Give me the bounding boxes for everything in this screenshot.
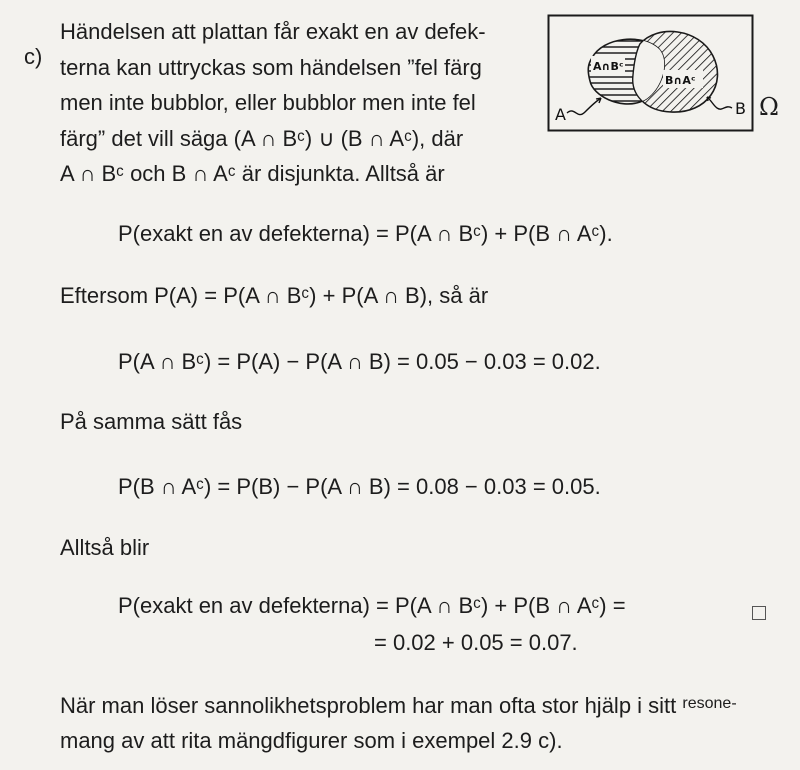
label-b-region: B∩Aᶜ	[665, 74, 696, 87]
arrow-b-icon	[707, 97, 732, 109]
omega-label: Ω	[759, 93, 779, 121]
equation-2: P(A ∩ Bᶜ) = P(A) − P(A ∩ B) = 0.05 − 0.03 = 0.02.	[118, 349, 601, 374]
thus-text: Alltså blir	[60, 535, 150, 560]
closing-line-1-end: resone-	[682, 695, 737, 712]
venn-diagram-svg	[547, 14, 754, 132]
equation-4a: P(exakt en av defekterna) = P(A ∩ Bᶜ) + P(B ∩ Aᶜ) =	[118, 593, 626, 618]
label-b: B	[735, 99, 746, 118]
equation-1: P(exakt en av defekterna) = P(A ∩ Bᶜ) + P(B ∩ Aᶜ).	[118, 221, 613, 246]
arrow-a-icon	[567, 98, 601, 115]
equation-3: P(B ∩ Aᶜ) = P(B) − P(A ∩ B) = 0.08 − 0.03 = 0.05.	[118, 474, 601, 499]
same-way-text: På samma sätt fås	[60, 409, 243, 434]
closing-line-1-text: När man löser sannolikhetsproblem har man ofta stor hjälp i sitt	[60, 693, 677, 718]
paragraph-line-4: färg” det vill säga (A ∩ Bᶜ) ∪ (B ∩ Aᶜ), där	[60, 126, 464, 151]
venn-diagram	[547, 14, 754, 132]
since-sentence: Eftersom P(A) = P(A ∩ Bᶜ) + P(A ∩ B), så är	[60, 283, 489, 308]
part-label: c)	[24, 44, 43, 69]
closing-line-1	[60, 693, 737, 722]
equation-4b: = 0.02 + 0.05 = 0.07.	[374, 630, 578, 655]
qed-box-icon	[752, 606, 766, 620]
paragraph-line-2: terna kan uttryckas som händelsen ”fel färg	[60, 55, 482, 80]
label-a: A	[555, 105, 566, 124]
paragraph-line-1: Händelsen att plattan får exakt en av defek-	[60, 19, 486, 44]
closing-line-2: mang av att rita mängdfigurer som i exempel 2.9 c).	[60, 728, 563, 753]
paragraph-line-5: A ∩ Bᶜ och B ∩ Aᶜ är disjunkta. Alltså är	[60, 161, 445, 186]
label-a-region: A∩Bᶜ	[593, 60, 624, 73]
paragraph-line-3: men inte bubblor, eller bubblor men inte fel	[60, 90, 476, 115]
